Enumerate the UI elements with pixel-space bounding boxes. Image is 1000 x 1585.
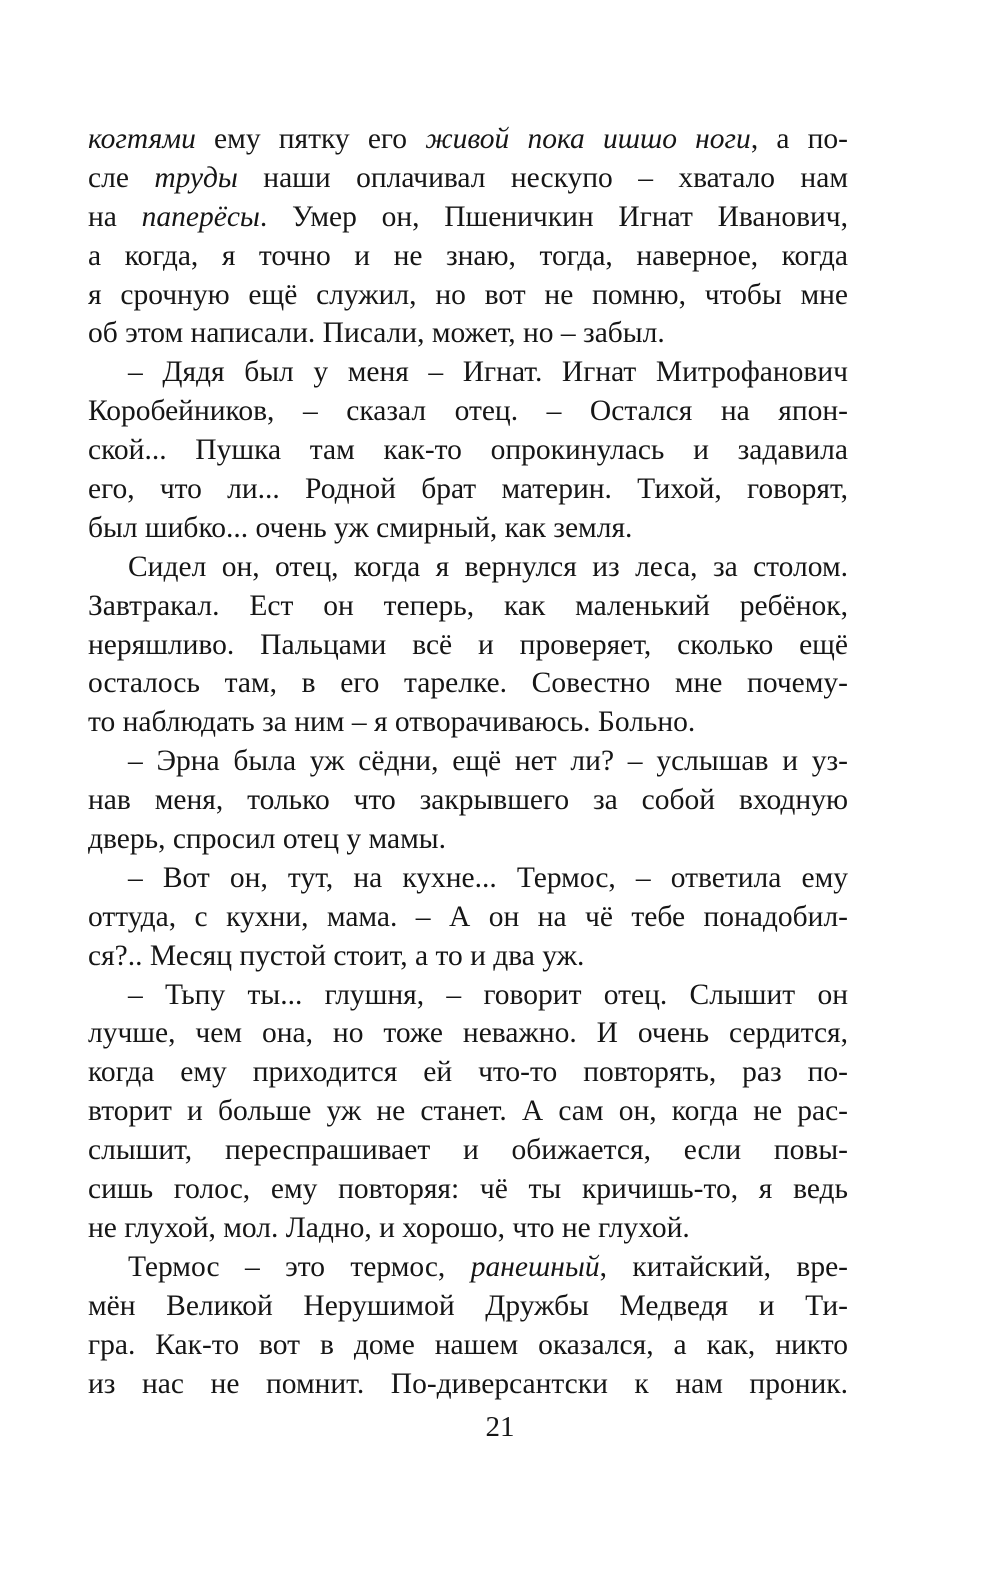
text-segment: неряшливо. Пальцами всё и проверяет, сколько ещё (88, 628, 848, 661)
text-line (88, 1053, 848, 1092)
text-segment: оттуда, с кухни, мама. – А он на чё тебе понадобил- (88, 900, 848, 933)
text-line (88, 937, 848, 976)
text-segment: ской... Пушка там как-то опрокинулась и задавила (88, 434, 848, 467)
text-line (88, 314, 848, 353)
text-line (88, 976, 848, 1015)
text-segment: , китайский, вре- (599, 1250, 848, 1283)
text-line (88, 1170, 848, 1209)
text-line (88, 509, 848, 548)
text-segment: то наблюдать за ним – я отворачиваюсь. Больно. (88, 706, 696, 739)
text-line (88, 198, 848, 237)
text-segment: был шибко... очень уж смирный, как земля. (88, 511, 633, 544)
text-line (88, 1131, 848, 1170)
text-segment: мён Великой Нерушимой Дружбы Медведя и Ти- (88, 1289, 848, 1322)
text-segment: наши оплачивал нескупо – хватало нам (237, 161, 848, 194)
text-line (88, 1014, 848, 1053)
text-line (88, 548, 848, 587)
text-line (88, 276, 848, 315)
text-line (88, 587, 848, 626)
text-line (88, 703, 848, 742)
text-line (88, 1365, 848, 1404)
text-segment: сишь голос, ему повторяя: чё ты кричишь-то, я ведь (88, 1173, 848, 1206)
text-segment: Коробейников, – сказал отец. – Остался на япон- (88, 395, 848, 428)
text-segment: не глухой, мол. Ладно, и хорошо, что не глухой. (88, 1211, 690, 1244)
text-segment: лучше, чем она, но тоже неважно. И очень сердится, (88, 1017, 848, 1050)
italic-text: когтями (88, 123, 196, 155)
text-segment: . Умер он, Пшеничкин Игнат Иванович, (259, 200, 848, 233)
text-line (88, 431, 848, 470)
text-segment: об этом написали. Писали, может, но – забыл. (88, 317, 665, 350)
text-segment: когда ему приходится ей что-то повторять, раз по- (88, 1056, 848, 1089)
text-segment: , а по- (750, 123, 848, 155)
italic-text: живой пока ишшо ноги (425, 123, 751, 155)
text-line (88, 1248, 848, 1287)
text-segment: – Тьпу ты... глушня, – говорит отец. Слышит он (128, 978, 848, 1011)
text-line (88, 742, 848, 781)
text-line (88, 1326, 848, 1365)
text-segment: – Дядя был у меня – Игнат. Игнат Митрофанович (128, 356, 848, 389)
text-line (88, 626, 848, 665)
text-line (88, 392, 848, 431)
text-line (88, 1209, 848, 1248)
text-line (88, 353, 848, 392)
text-segment: осталось там, в его тарелке. Совестно мне почему- (88, 667, 848, 700)
text-line (88, 237, 848, 276)
text-segment: – Эрна была уж сёдни, ещё нет ли? – услышав и уз- (128, 745, 848, 778)
text-segment: Термос – это термос, (128, 1250, 471, 1283)
page-number: 21 (485, 1411, 515, 1443)
text-segment: ся?.. Месяц пустой стоит, а то и два уж. (88, 939, 585, 972)
text-segment: а когда, я точно и не знаю, тогда, наверное, когда (88, 239, 848, 272)
text-line (88, 898, 848, 937)
text-segment: вторит и больше уж не станет. А сам он, когда не рас- (88, 1095, 848, 1128)
italic-text: паперёсы (141, 200, 260, 233)
text-line (88, 1287, 848, 1326)
text-line (88, 664, 848, 703)
text-segment: нав меня, только что закрывшего за собой входную (88, 784, 848, 817)
text-segment: – Вот он, тут, на кухне... Термос, – ответила ему (128, 861, 848, 894)
italic-text: ранешный (470, 1250, 600, 1283)
text-segment: дверь, спросил отец у мамы. (88, 823, 446, 856)
text-segment: гра. Как-то вот в доме нашем оказался, а как, никто (88, 1328, 848, 1361)
text-segment: Завтракал. Ест он теперь, как маленький ребёнок, (88, 589, 848, 622)
text-line (88, 120, 848, 159)
text-segment: его, что ли... Родной брат материн. Тихой, говорят, (88, 473, 848, 506)
text-line (88, 1092, 848, 1131)
text-line (88, 859, 848, 898)
text-line (88, 470, 848, 509)
text-segment: сле (88, 161, 155, 194)
text-line (88, 159, 848, 198)
text-line (88, 781, 848, 820)
body-text (88, 120, 848, 1403)
text-segment: я срочную ещё служил, но вот не помню, чтобы мне (88, 278, 848, 311)
text-segment: из нас не помнит. По-диверсантски к нам проник. (88, 1367, 848, 1400)
text-segment: слышит, переспрашивает и обижается, если повы- (88, 1134, 848, 1167)
text-segment: ему пятку его (195, 123, 426, 155)
text-segment: на (88, 200, 142, 233)
text-segment: Сидел он, отец, когда я вернулся из леса, за столом. (128, 550, 848, 583)
text-line (88, 820, 848, 859)
italic-text: труды (154, 161, 238, 194)
